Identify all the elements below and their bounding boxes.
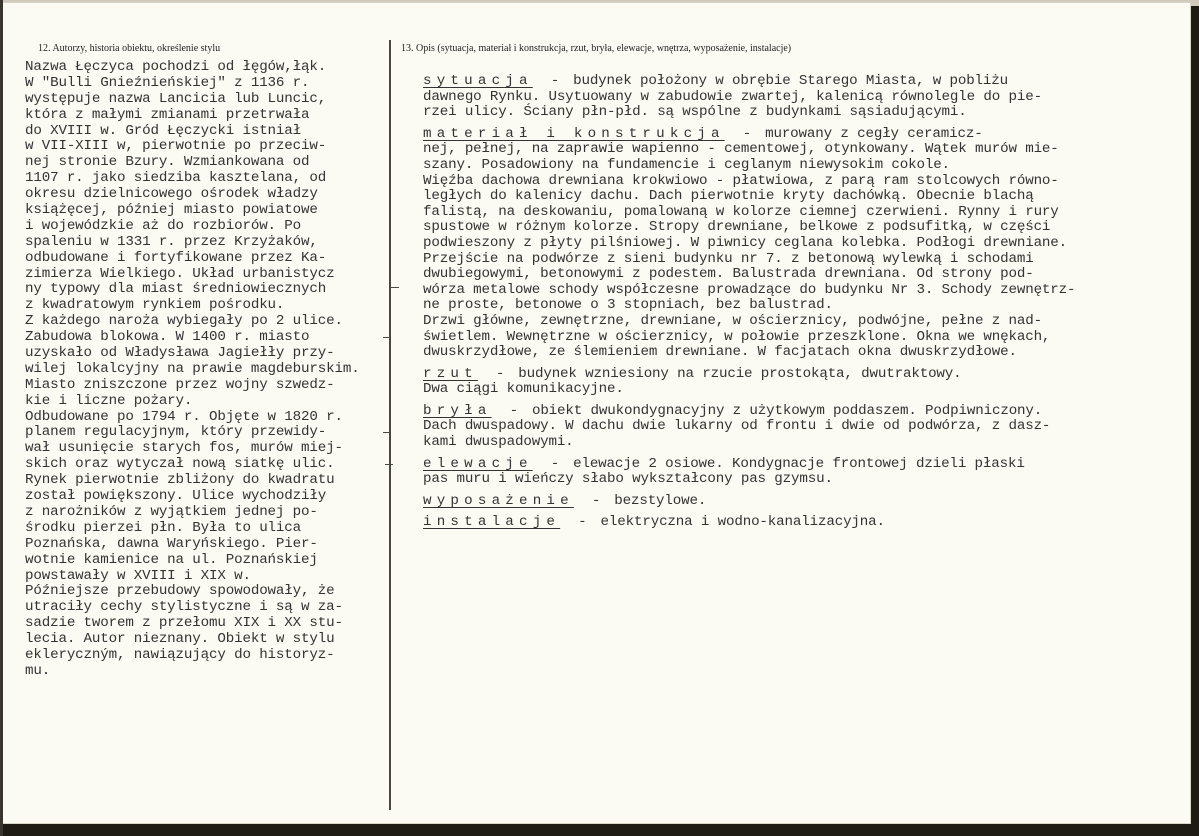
history-line: Zabudowa blokowa. W 1400 r. miasto: [25, 329, 310, 346]
right-column-heading: 13. Opis (sytuacja, materiał i konstrukcja, rzut, bryła, elewacje, wnętrza, wyposażenie, instalacje): [401, 43, 792, 54]
section-dash: -: [578, 514, 587, 531]
section-first-text: bezstylowe.: [614, 492, 707, 509]
section-line: falistą, na deskowaniu, pomalowaną w kolorze ciemnej czerwieni. Rynny i rury: [423, 203, 1059, 220]
section-dash: -: [550, 455, 560, 472]
history-line: Rynek pierwotnie zbliżony do kwadratu: [25, 472, 335, 489]
section-line: dwuskrzydłowe, ze ślemieniem drewniane. W facjatach okna dwuskrzydłowe.: [423, 344, 1017, 361]
history-line: która z małymi zmianami przetrwała: [25, 106, 310, 123]
section-dash: -: [550, 73, 560, 89]
section-line: pas muru i wieńczy słabo wykształcony pas gzymsu.: [423, 471, 833, 488]
section-first-text: budynek położony w obrębie Starego Miasta, w pobliżu: [573, 73, 1009, 89]
section-3: [423, 404, 1193, 451]
section-label: wyposażenie: [423, 492, 574, 509]
history-line: okresu dzielnicowego ośrodek władzy: [25, 186, 318, 203]
section-line: świetlem. Wewnętrzne w ościerznicy, w połowie przeszklone. Okna we wnękach,: [423, 328, 1051, 345]
history-line: wał usunięcie starych fos, murów miej-: [25, 440, 343, 457]
section-label: rzut: [423, 365, 478, 382]
document-sheet: [0, 2, 1191, 824]
section-first-text: budynek wzniesiony na rzucie prostokąta, dwutraktowy.: [518, 365, 962, 382]
section-line: dawnego Rynku. Usytuowany w zabudowie zwartej, kalenicą równolegle do pie-: [423, 88, 1042, 105]
history-line: Poznańska, dawna Waryńskiego. Pier-: [25, 535, 318, 552]
section-dash: -: [591, 492, 601, 509]
section-label: bryła: [423, 402, 492, 419]
section-first-line: [423, 494, 1193, 510]
section-first-text: elewacje 2 osiowe. Kondygnacje frontowej dzieli płaski: [573, 455, 1025, 472]
section-label: elewacje: [423, 455, 533, 472]
description-text: [423, 74, 1193, 537]
section-line: Dwa ciągi komunikacyjne.: [423, 381, 624, 398]
history-line: Nazwa Łęczyca pochodzi od łęgów,łąk.: [25, 59, 327, 75]
section-label: materiał i konstrukcja: [423, 125, 725, 142]
history-line: utraciły cechy stylistyczne i są w za-: [25, 599, 343, 616]
section-line: szany. Posadowiony na fundamencie i ceglanym niewysokim cokole.: [423, 156, 950, 173]
history-line: mu.: [25, 662, 51, 679]
section-label: sytuacja: [423, 73, 533, 89]
history-line: Odbudowane po 1794 r. Objęte w 1820 r.: [25, 408, 343, 425]
section-first-line: [423, 74, 1193, 90]
section-first-line: [423, 515, 1193, 531]
section-line: ległych do kalenicy dachu. Dach pierwotnie kryty dachówką. Obecnie blachą: [423, 188, 1034, 205]
history-line: Miasto zniszczone przez wojny szwedz-: [25, 376, 335, 393]
history-line: do XVIII w. Gród Łęczycki istniał: [25, 122, 302, 139]
history-line: sadzie tworem z przełomu XIX i XX stu-: [25, 615, 343, 632]
scan-left-edge: [0, 0, 3, 836]
history-line: i wojewódzkie aż do rozbiorów. Po: [25, 217, 302, 234]
history-line: został powiększony. Ulice wychodziły: [25, 488, 327, 505]
section-line: Więźba dachowa drewniana krokwiowo - płatwiowa, z parą ram stolcowych równo-: [423, 172, 1059, 189]
history-line: środku pierzei płn. Była to ulica: [25, 519, 302, 536]
section-0: [423, 74, 1193, 121]
history-line: ekleryczným, nawiązujący do historyz-: [25, 646, 335, 663]
section-line: dwubiegowymi, betonowymi z podestem. Balustrada drewniana. Od strony pod-: [423, 266, 1034, 283]
section-first-line: [423, 457, 1193, 473]
history-line: w VII-XIII w, pierwotnie po przeciw-: [25, 138, 327, 155]
history-line: odbudowane i fortyfikowane przez Ka-: [25, 249, 327, 266]
history-line: zimierza Wielkiego. Układ urbanistycz: [25, 265, 335, 282]
history-line: skich oraz wytyczał nową siatkę ulic.: [25, 456, 335, 473]
history-line: planem regulacyjnym, który przewidy-: [25, 424, 327, 441]
section-line: Przejście na podwórze z sieni budynku nr 7. z betonową wylewką i schodami: [423, 250, 1034, 267]
history-line: wilej lokalcyjny na prawie magdeburskim.: [25, 360, 360, 377]
history-line: uzyskało od Władysława Jagiełły przy-: [25, 345, 335, 362]
section-line: spustowe w różnym kolorze. Stropy drewniane, belkowe z podsufitką, w części: [423, 219, 1051, 236]
history-line: spaleniu w 1331 r. przez Krzyżaków,: [25, 233, 318, 250]
history-line: kie i liczne pożary.: [25, 392, 193, 409]
history-line: nej stronie Bzury. Wzmiankowana od: [25, 154, 310, 171]
left-column-heading: 12. Autorzy, historia obiektu, określenie stylu: [38, 43, 221, 54]
section-label: instalacje: [423, 514, 561, 531]
history-line: lecia. Autor nieznany. Obiekt w stylu: [25, 631, 335, 648]
section-first-line: [423, 127, 1193, 143]
section-line: podwieszony z płyty pilśniowej. W piwnicy ceglana kolebka. Podłogi drewniane.: [423, 234, 1068, 251]
section-2: [423, 367, 1193, 398]
section-dash: -: [495, 365, 505, 382]
section-line: rzei ulicy. Ściany płn-płd. są wspólne z budynkami sąsiadującymi.: [423, 104, 967, 121]
history-line: z kwadratowym rynkiem pośrodku.: [25, 297, 285, 314]
section-dash: -: [509, 402, 518, 419]
section-first-text: obiekt dwukondygnacyjny z użytkowym poddaszem. Podpiwniczony.: [531, 402, 1043, 419]
section-line: Drzwi główne, zewnętrzne, drewniane, w ościerznicy, podwójne, pełne z nad-: [423, 312, 1042, 329]
section-1: [423, 127, 1193, 361]
section-first-text: elektryczna i wodno-kanalizacyjna.: [600, 514, 885, 531]
history-line: powstawały w XVIII i XIX w.: [25, 567, 251, 584]
section-first-text: murowany z cegły ceramicz-: [765, 125, 983, 142]
history-line: Z każdego naroża wybiegały po 2 ulice.: [25, 313, 343, 330]
section-5: [423, 494, 1193, 510]
history-line: występuje nazwa Lancicia lub Luncic,: [25, 90, 327, 107]
section-line: ne proste, betonowe o 3 stopniach, bez balustrad.: [423, 297, 833, 314]
history-line: W "Bulli Gnieźnieńskiej" z 1136 r.: [25, 74, 310, 91]
history-line: wotnie kamienice na ul. Poznańskiej: [25, 551, 318, 568]
history-text: [25, 60, 395, 680]
section-line: Dach dwuspadowy. W dachu dwie lukarny od frontu i dwie od podwórza, z dasz-: [423, 418, 1051, 435]
section-6: [423, 515, 1193, 531]
history-line: z narożników z wyjątkiem jednej po-: [25, 503, 318, 520]
section-line: wórza metalowe schody współczesne prowadzące do budynku Nr 3. Schody zewnętrz-: [423, 281, 1076, 298]
section-line: kami dwuspadowymi.: [423, 434, 574, 451]
section-dash: -: [742, 125, 752, 142]
history-line: Późniejsze przebudowy spowodowały, że: [25, 583, 335, 600]
section-line: nej, pełnej, na zaprawie wapienno - cementowej, otynkowany. Wątek murów mie-: [423, 141, 1059, 158]
history-line: 1107 r. jako siedziba kasztelana, od: [25, 170, 327, 187]
section-first-line: [423, 404, 1193, 420]
history-line: ny typowy dla miast średniowiecznych: [25, 281, 327, 298]
history-line: książęcej, później miasto powiatowe: [25, 202, 318, 219]
section-first-line: [423, 367, 1193, 383]
section-4: [423, 457, 1193, 488]
